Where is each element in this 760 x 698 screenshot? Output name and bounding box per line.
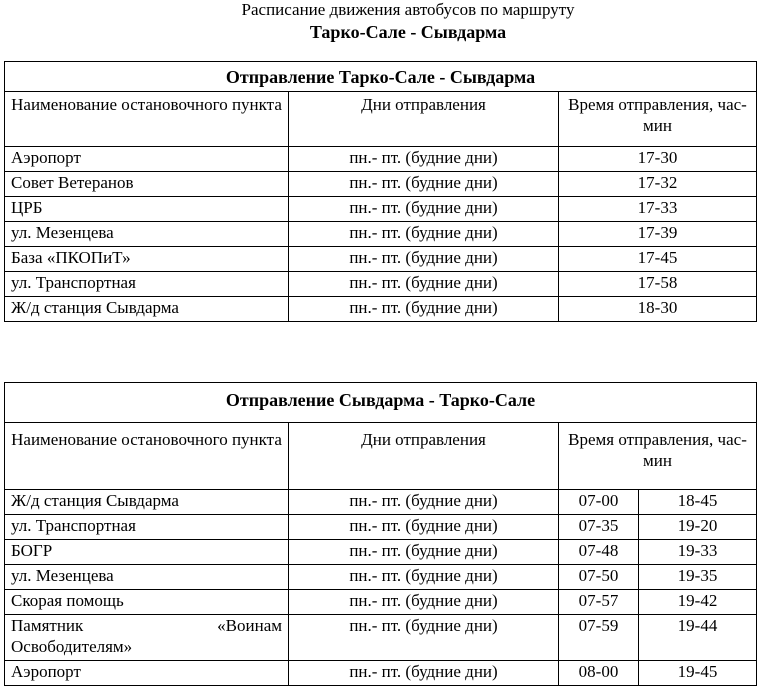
- departure-days: пн.- пт. (будние дни): [289, 297, 559, 322]
- stop-name: ЦРБ: [5, 197, 289, 222]
- departure-time-evening: 19-44: [639, 615, 757, 661]
- departure-days: пн.- пт. (будние дни): [289, 590, 559, 615]
- departure-time-evening: 19-35: [639, 565, 757, 590]
- schedule-title: Расписание движения автобусов по маршруту: [241, 0, 575, 19]
- table-row: [5, 661, 757, 686]
- stop-name: ул. Транспортная: [5, 515, 289, 540]
- departure-time-morning: 08-00: [559, 661, 639, 686]
- departure-days: пн.- пт. (будние дни): [289, 247, 559, 272]
- stop-name: Ж/д станция Сывдарма: [5, 297, 289, 322]
- departure-time-evening: 18-45: [639, 490, 757, 515]
- column-header-stop: Наименование остановочного пункта: [5, 92, 289, 147]
- departure-days: пн.- пт. (будние дни): [289, 490, 559, 515]
- column-header-stop: Наименование остановочного пункта: [5, 423, 289, 490]
- stop-name: Аэропорт: [5, 147, 289, 172]
- stop-name: Совет Ветеранов: [5, 172, 289, 197]
- stop-name: Скорая помощь: [5, 590, 289, 615]
- stop-name: ул. Транспортная: [5, 272, 289, 297]
- stop-name-part: «Воинам: [217, 616, 282, 635]
- departure-days: пн.- пт. (будние дни): [289, 661, 559, 686]
- stop-name: База «ПКОПиТ»: [5, 247, 289, 272]
- departure-days: пн.- пт. (будние дни): [289, 615, 559, 661]
- table-row: [5, 247, 757, 272]
- table-row: [5, 540, 757, 565]
- table-tarko-sale-to-syvdarma: [4, 61, 757, 322]
- table2-title: Отправление Сывдарма - Тарко-Сале: [5, 383, 757, 423]
- departure-time-morning: 07-50: [559, 565, 639, 590]
- table-row: [5, 590, 757, 615]
- route-title: Тарко-Сале - Сывдарма: [309, 22, 507, 42]
- departure-time: 17-39: [559, 222, 757, 247]
- departure-time-evening: 19-42: [639, 590, 757, 615]
- departure-time-evening: 19-33: [639, 540, 757, 565]
- table-row: [5, 172, 757, 197]
- departure-days: пн.- пт. (будние дни): [289, 172, 559, 197]
- departure-time: 17-58: [559, 272, 757, 297]
- departure-days: пн.- пт. (будние дни): [289, 515, 559, 540]
- departure-days: пн.- пт. (будние дни): [289, 147, 559, 172]
- column-header-time: Время отправления, час-мин: [559, 423, 757, 490]
- column-header-days: Дни отправления: [289, 423, 559, 490]
- stop-name: Аэропорт: [5, 661, 289, 686]
- stop-name-part: Освободителям»: [11, 637, 133, 656]
- table-row: [5, 222, 757, 247]
- departure-days: пн.- пт. (будние дни): [289, 222, 559, 247]
- departure-days: пн.- пт. (будние дни): [289, 565, 559, 590]
- departure-days: пн.- пт. (будние дни): [289, 540, 559, 565]
- table-syvdarma-to-tarko-sale: [4, 382, 757, 686]
- departure-time: 17-30: [559, 147, 757, 172]
- departure-time: 17-33: [559, 197, 757, 222]
- table-row: [5, 297, 757, 322]
- departure-time-morning: 07-57: [559, 590, 639, 615]
- departure-time-morning: 07-48: [559, 540, 639, 565]
- column-header-days: Дни отправления: [289, 92, 559, 147]
- departure-time-morning: 07-35: [559, 515, 639, 540]
- departure-time: 17-32: [559, 172, 757, 197]
- departure-days: пн.- пт. (будние дни): [289, 272, 559, 297]
- stop-name: Ж/д станция Сывдарма: [5, 490, 289, 515]
- stop-name-part: Памятник: [11, 616, 84, 635]
- table-row: [5, 615, 757, 661]
- departure-time: 17-45: [559, 247, 757, 272]
- stop-name: [5, 615, 289, 661]
- table-row: [5, 272, 757, 297]
- table-row: [5, 515, 757, 540]
- departure-time-morning: 07-00: [559, 490, 639, 515]
- departure-time-evening: 19-45: [639, 661, 757, 686]
- table1-title: Отправление Тарко-Сале - Сывдарма: [5, 62, 757, 92]
- stop-name: ул. Мезенцева: [5, 565, 289, 590]
- departure-time: 18-30: [559, 297, 757, 322]
- table-row: [5, 197, 757, 222]
- column-header-time: Время отправления, час-мин: [559, 92, 757, 147]
- departure-time-morning: 07-59: [559, 615, 639, 661]
- departure-time-evening: 19-20: [639, 515, 757, 540]
- stop-name: ул. Мезенцева: [5, 222, 289, 247]
- table-row: [5, 565, 757, 590]
- stop-name: БОГР: [5, 540, 289, 565]
- table-row: [5, 490, 757, 515]
- departure-days: пн.- пт. (будние дни): [289, 197, 559, 222]
- table-row: [5, 147, 757, 172]
